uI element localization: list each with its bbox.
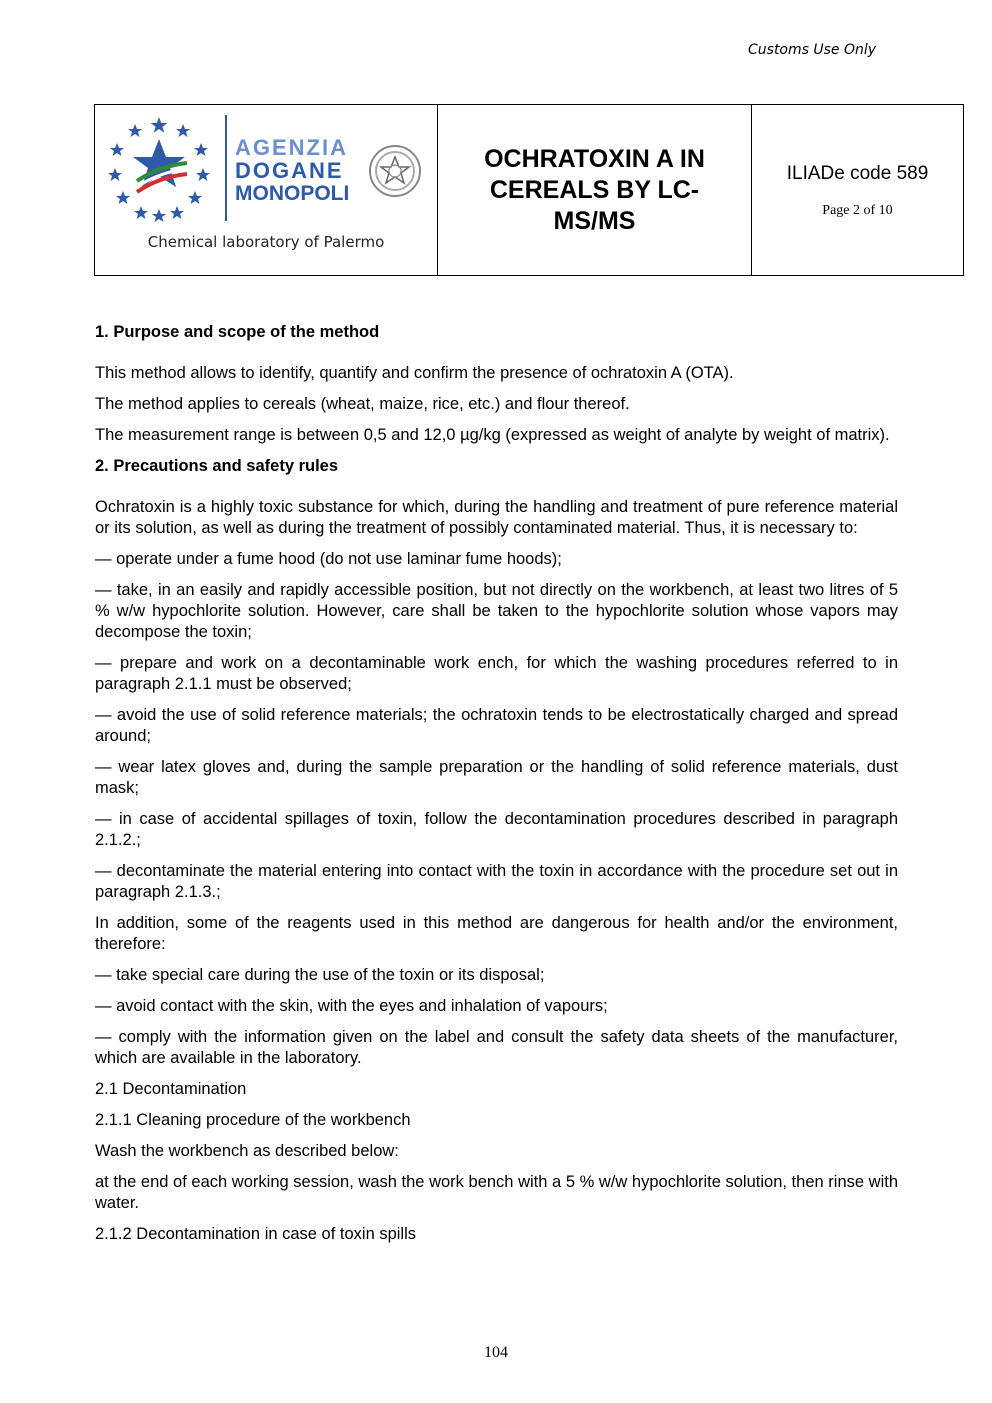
paragraph: Wash the workbench as described below: <box>95 1142 399 1160</box>
agency-line3: MONOPOLI <box>235 182 350 205</box>
bullet-item: — operate under a fume hood (do not use laminar fume hoods); <box>95 550 562 568</box>
paragraph: Ochratoxin is a highly toxic substance for which, during the handling and treatment of pure reference material or its solution, as well as during the treatment of possibly contaminated material. Thus, it is necessary to: <box>95 498 898 537</box>
agency-logo <box>223 109 433 227</box>
eu-stars-logo-icon <box>103 111 215 223</box>
agency-line1: AGENZIA <box>235 135 348 160</box>
agency-line2: DOGANE <box>235 158 344 183</box>
title-cell <box>438 105 752 275</box>
subsection-heading: 2.1.1 Cleaning procedure of the workbench <box>95 1111 411 1129</box>
document-header <box>94 104 964 276</box>
bullet-item: — avoid contact with the skin, with the eyes and inhalation of vapours; <box>95 997 608 1015</box>
bullet-item: — decontaminate the material entering into contact with the toxin in accordance with the procedure set out in paragraph 2.1.3.; <box>95 862 898 901</box>
bullet-item: — in case of accidental spillages of toxin, follow the decontamination procedures described in paragraph 2.1.2.; <box>95 810 898 849</box>
customs-use-note: Customs Use Only <box>748 42 877 58</box>
page-number: 104 <box>484 1344 508 1361</box>
code-cell <box>752 105 963 275</box>
paragraph: The method applies to cereals (wheat, maize, rice, etc.) and flour thereof. <box>95 395 630 413</box>
lab-name: Chemical laboratory of Palermo <box>147 233 385 251</box>
section-heading: 1. Purpose and scope of the method <box>95 323 380 341</box>
paragraph: In addition, some of the reagents used in this method are dangerous for health and/or the environment, therefore: <box>95 914 898 953</box>
document-title: OCHRATOXIN A IN CEREALS BY LC-MS/MS <box>484 144 705 235</box>
bullet-item: — take special care during the use of the toxin or its disposal; <box>95 966 545 984</box>
republic-emblem-icon <box>370 146 420 196</box>
iliade-code: ILIADe code 589 <box>786 163 929 184</box>
subsection-heading: 2.1.2 Decontamination in case of toxin spills <box>95 1225 417 1243</box>
subsection-heading: 2.1 Decontamination <box>95 1080 247 1098</box>
section-heading: 2. Precautions and safety rules <box>95 457 339 475</box>
document-body <box>95 322 898 1255</box>
paragraph: The measurement range is between 0,5 and 12,0 µg/kg (expressed as weight of analyte by weight of matrix). <box>95 426 890 444</box>
bullet-item: — avoid the use of solid reference materials; the ochratoxin tends to be electrostatically charged and spread around; <box>95 706 898 745</box>
logo-cell <box>95 105 438 275</box>
paragraph: This method allows to identify, quantify and confirm the presence of ochratoxin A (OTA). <box>95 364 734 382</box>
page-info: Page 2 of 10 <box>822 203 893 218</box>
bullet-item: — comply with the information given on the label and consult the safety data sheets of the manufacturer, which are available in the laboratory. <box>95 1028 898 1067</box>
paragraph: at the end of each working session, wash the work bench with a 5 % w/w hypochlorite solution, then rinse with water. <box>95 1173 898 1212</box>
bullet-item: — take, in an easily and rapidly accessible position, but not directly on the workbench, at least two litres of 5 % w/w hypochlorite solution. However, care shall be taken to the hypochlorite solution whose vapors may decompose the toxin; <box>95 581 898 641</box>
bullet-item: — prepare and work on a decontaminable work ench, for which the washing procedures referred to in paragraph 2.1.1 must be observed; <box>95 654 898 693</box>
bullet-item: — wear latex gloves and, during the sample preparation or the handling of solid reference materials, dust mask; <box>95 758 898 797</box>
